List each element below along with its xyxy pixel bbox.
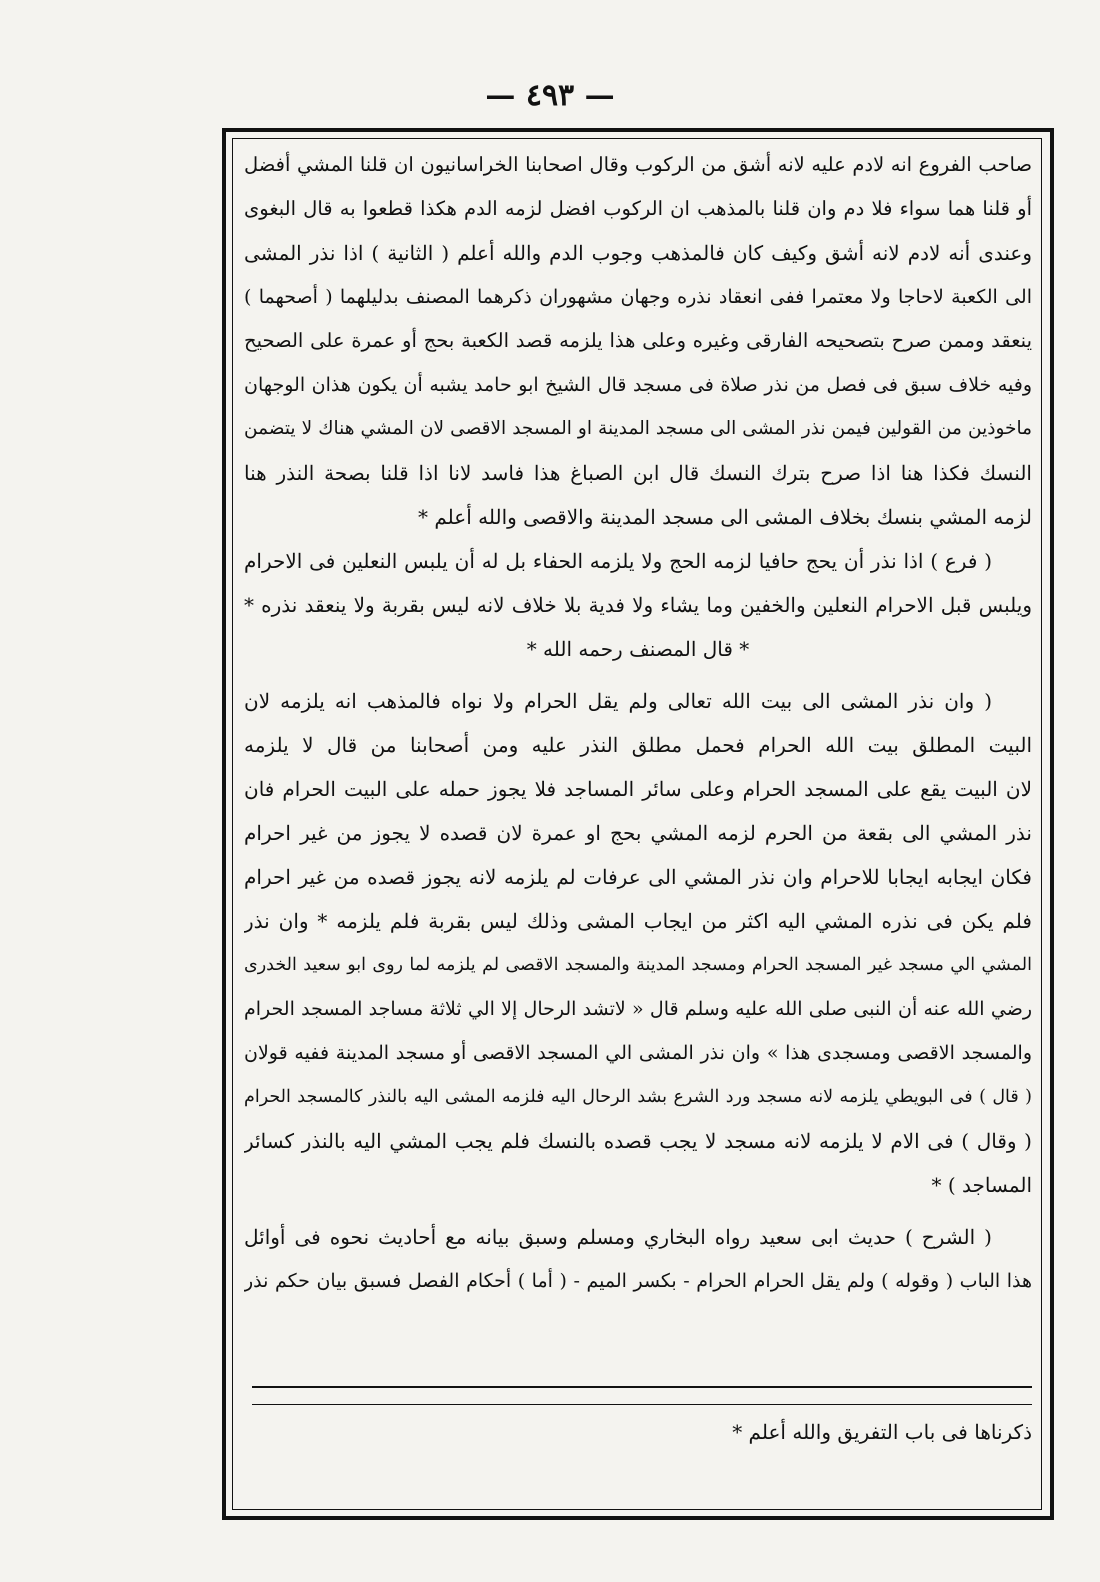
text-line: نذر المشي الى بقعة من الحرم لزمه المشي بحج او عمرة لان قصده لا يجوز من غير احرام [244, 821, 1032, 845]
text-line: ( قال ) فى البويطي يلزمه لانه مسجد ورد الشرع بشد الرحال اليه فلزمه المشى اليه بالنذر كالمسجد الحرام [244, 1087, 1032, 1107]
text-line: ماخوذين من القولين فيمن نذر المشى الى مسجد المدينة او المسجد الاقصى لان المشي هناك لا يتضمن [244, 418, 1032, 439]
text-line: ( وقال ) فى الام لا يلزمه لانه مسجد لا يجب قصده بالنسك فلم يجب المشي اليه بالنذر كسائر [244, 1129, 1032, 1153]
text-line: والمسجد الاقصى ومسجدى هذا » وان نذر المشى الي المسجد الاقصى أو مسجد المدينة ففيه قولان [244, 1042, 1032, 1064]
main-text [244, 143, 1032, 1303]
text-line: لزمه المشي بنسك بخلاف المشى الى مسجد المدينة والاقصى والله أعلم * [418, 505, 1032, 529]
text-line: البيت المطلق بيت الله الحرام فحمل مطلق النذر عليه ومن أصحابنا من قال لا يلزمه [244, 733, 1032, 757]
text-line: لان البيت يقع على المسجد الحرام وعلى سائر المساجد فلا يجوز حمله على البيت الحرام فان [244, 777, 1032, 801]
text-line: هذا الباب ( وقوله ) ولم يقل الحرام الحرام - بكسر الميم - ( أما ) أحكام الفصل فسبق بيان حكم نذر [244, 1270, 1032, 1292]
page-number: — ٤٩٣ — [485, 78, 615, 113]
text-line: ينعقد وممن صرح بتصحيحه الفارقى وغيره وعلى هذا يلزمه قصد الكعبة بحج أو عمرة على الصحيح [244, 329, 1032, 352]
text-line: وفيه خلاف سبق فى فصل من نذر صلاة فى مسجد قال الشيخ ابو حامد يشبه أن يكون هذان الوجهان [244, 374, 1032, 396]
footnote-divider [252, 1386, 1032, 1388]
text-line: رضي الله عنه أن النبى صلى الله عليه وسلم قال « لاتشد الرحال إلا الي ثلاثة مساجد المسجد الحرام [244, 998, 1032, 1020]
text-line: ( الشرح ) حديث ابى سعيد رواه البخاري ومسلم وسبق بيانه مع أحاديث نحوه فى أوائل [244, 1225, 992, 1249]
text-line: وعندى أنه لادم لانه أشق وكيف كان فالمذهب وجوب الدم والله أعلم ( الثانية ) اذا نذر المشى [244, 241, 1032, 265]
paragraph-gap [244, 1207, 1032, 1215]
text-line: ( فرع ) اذا نذر أن يحج حافيا لزمه الحج ولا يلزمه الحفاء بل له أن يلبس النعلين فى الاحرام [244, 549, 992, 573]
paragraph-gap [244, 671, 1032, 679]
text-line: النسك فكذا هنا اذا صرح بترك النسك قال ابن الصباغ هذا فاسد لانا اذا قلنا بصحة النذر هنا [244, 461, 1032, 485]
text-line: ( وان نذر المشى الى بيت الله تعالى ولم يقل الحرام ولا نواه فالمذهب انه يلزمه لان [244, 689, 992, 713]
text-line: الى الكعبة لاحاجا ولا معتمرا ففى انعقاد نذره وجهان مشهوران ذكرهما المصنف بدليلهما ( أصحهما ) [244, 286, 1032, 308]
text-line: ويلبس قبل الاحرام النعلين والخفين وما يشاء ولا فدية بلا خلاف لانه ليس بقربة ولا ينعقد نذره * [244, 593, 1032, 617]
text-line: المشي الي مسجد غير المسجد الحرام ومسجد المدينة والمسجد الاقصى لم يلزمه لما روى ابو سعيد الخدرى [244, 955, 1032, 975]
text-line: فلم يكن فى نذره المشي اليه اكثر من ايجاب المشى وذلك ليس بقربة فلم يلزمه * وان نذر [244, 909, 1032, 933]
text-line: فكان ايجابه ايجابا للاحرام وان نذر المشي الى عرفات لم يلزمه لانه يجوز قصده من غير احرام [244, 865, 1032, 889]
section-heading: * قال المصنف رحمه الله * [526, 637, 750, 661]
footnote-text: ذكرناها فى باب التفريق والله أعلم * [732, 1420, 1032, 1444]
text-line: المساجد ) * [931, 1173, 1032, 1197]
text-line: صاحب الفروع انه لادم عليه لانه أشق من الركوب وقال اصحابنا الخراسانيون ان قلنا المشي أفضل [244, 153, 1032, 176]
footnote-divider-thin [252, 1404, 1032, 1405]
text-line: أو قلنا هما سواء فلا دم وان قلنا بالمذهب ان الركوب افضل لزمه الدم هكذا قطعوا به قال البغوى [244, 197, 1032, 220]
